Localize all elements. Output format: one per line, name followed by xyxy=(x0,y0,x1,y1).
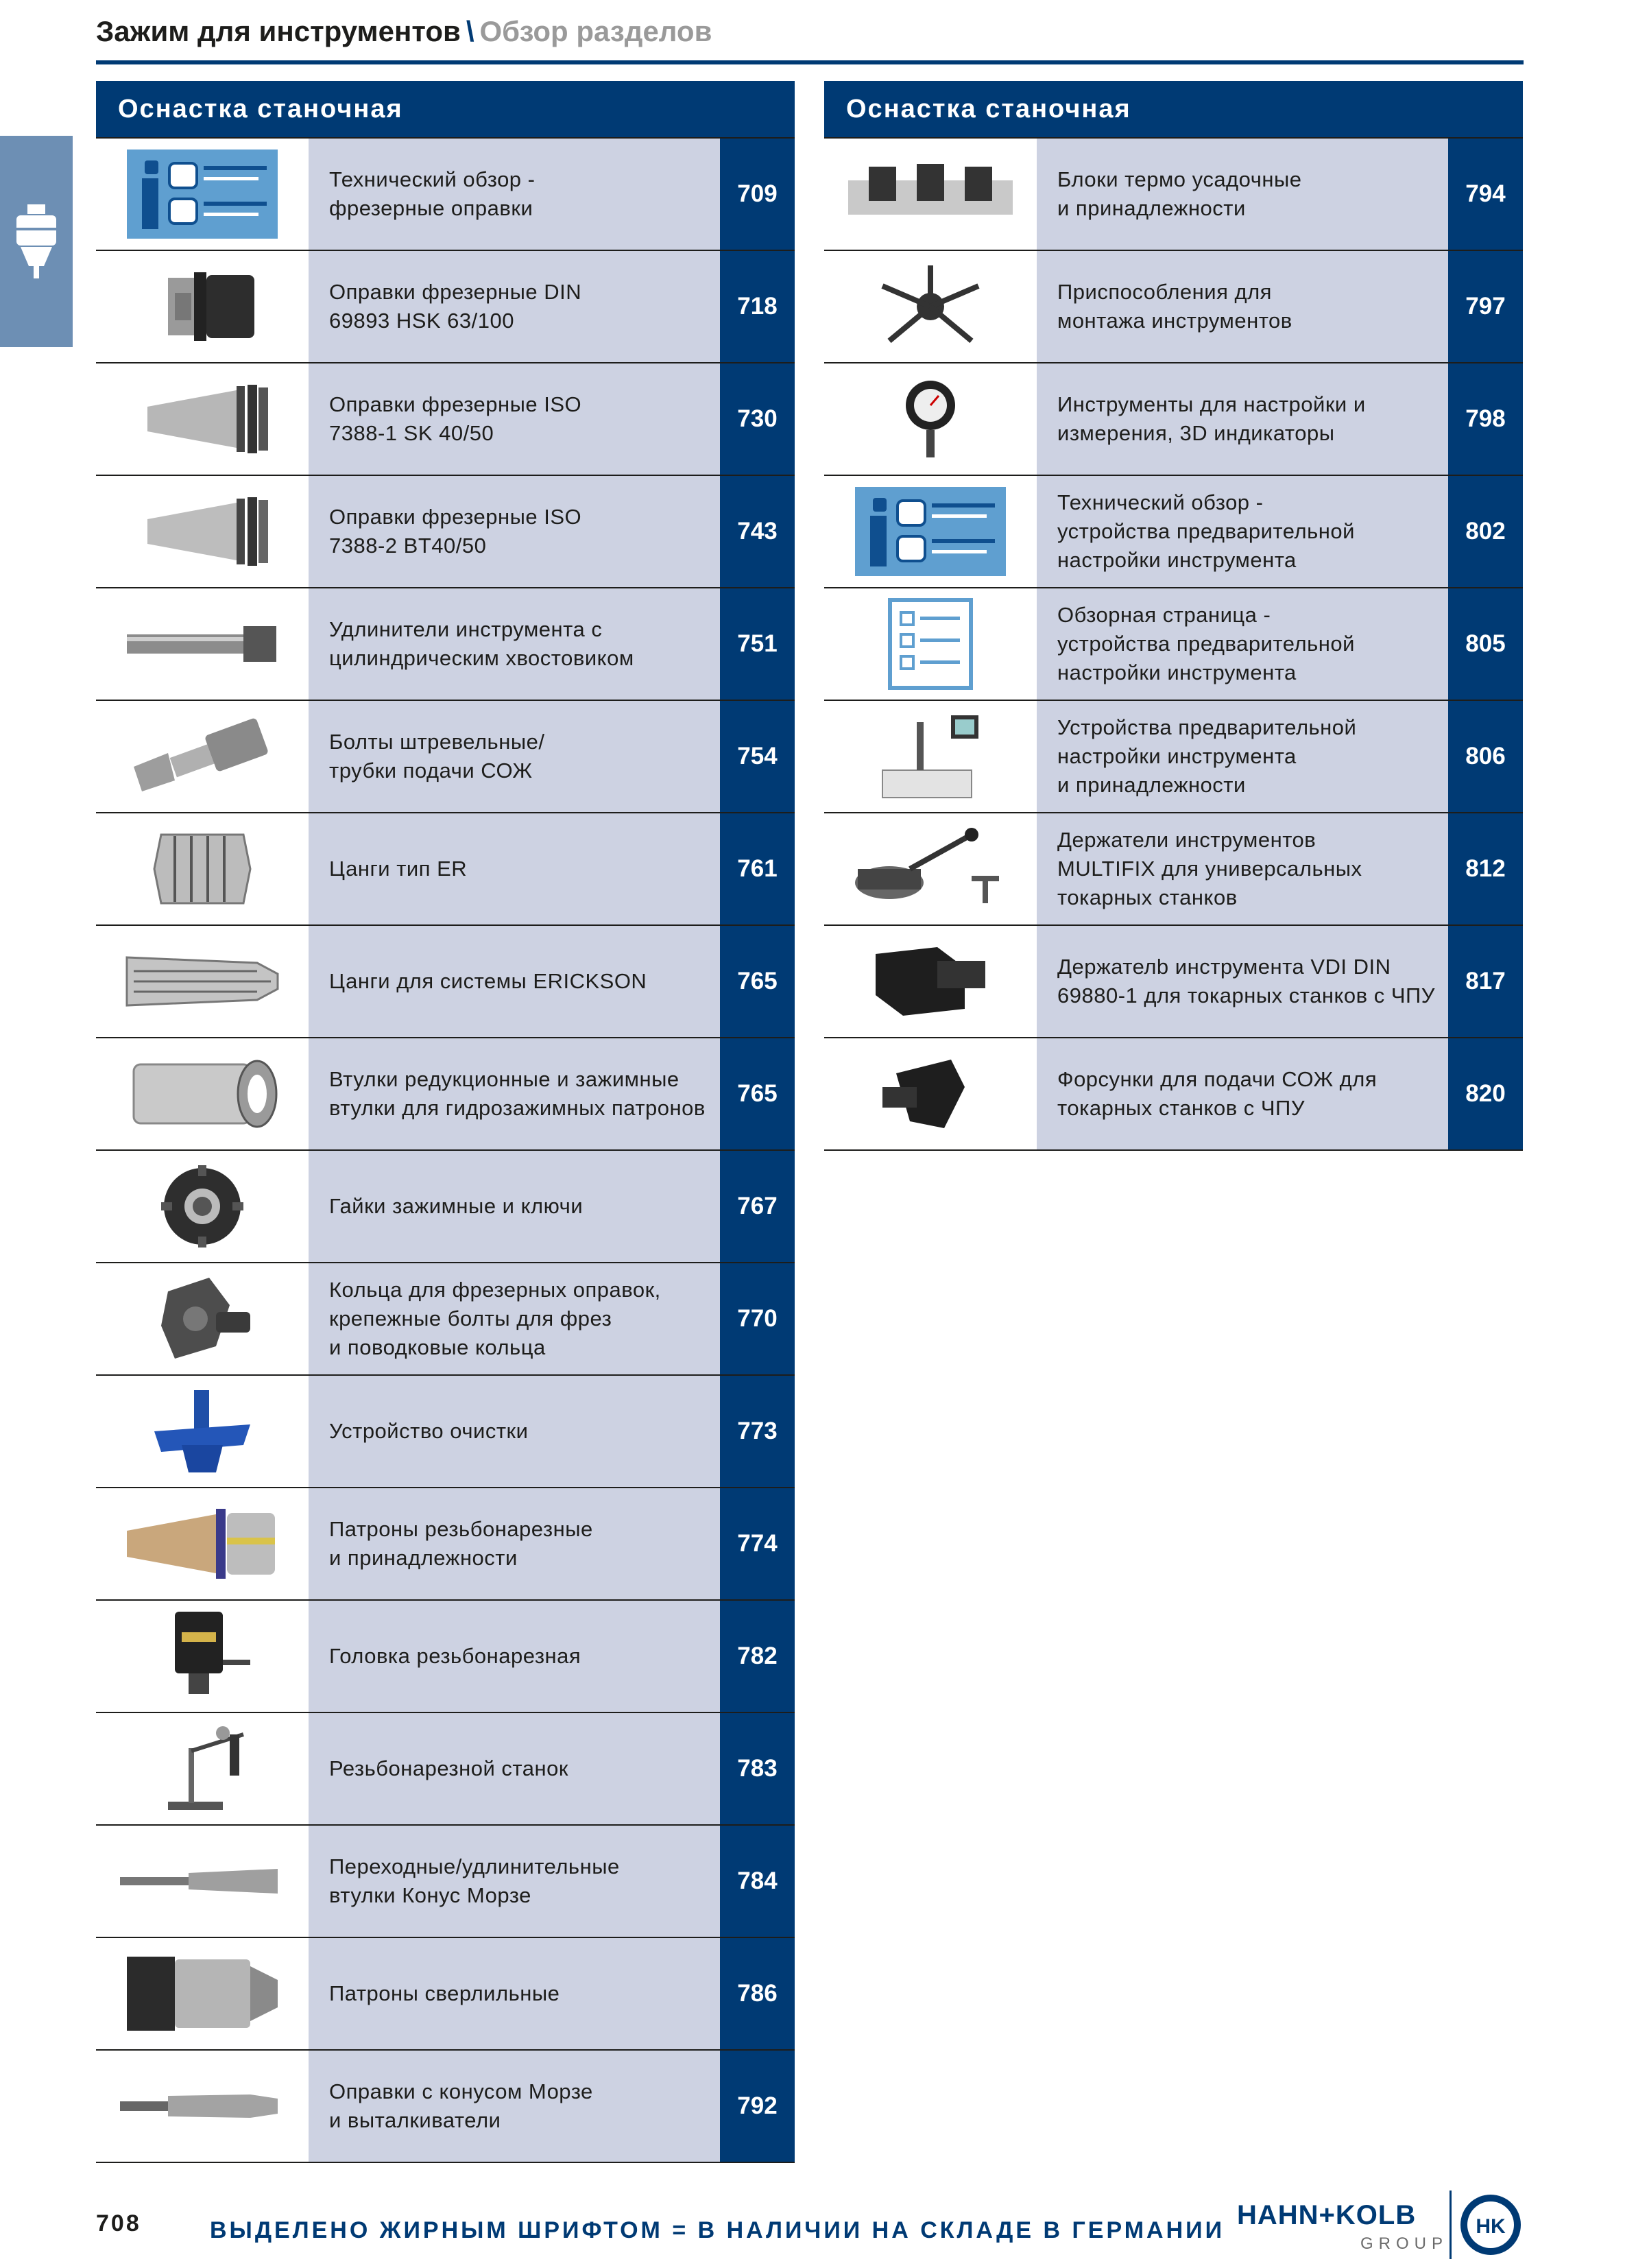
item-page: 773 xyxy=(720,1376,795,1487)
tapping-head-icon xyxy=(96,1601,309,1712)
item-label: Переходные/удлинительные втулки Конус Морзе xyxy=(309,1826,720,1937)
item-page: 754 xyxy=(720,701,795,812)
item-label: Держатели инструментов MULTIFIX для универсальных токарных станков xyxy=(1037,813,1448,924)
item-page: 751 xyxy=(720,588,795,700)
item-label: Оправки с конусом Морзе и выталкиватели xyxy=(309,2051,720,2162)
item-page: 792 xyxy=(720,2051,795,2162)
item-label: Блоки термо усадочные и принадлежности xyxy=(1037,139,1448,250)
page-number: 708 xyxy=(96,2210,141,2236)
list-item[interactable] xyxy=(96,1488,795,1601)
stock-note: ВЫДЕЛЕНО ЖИРНЫМ ШРИФТОМ = В НАЛИЧИИ НА СКЛАДЕ В ГЕРМАНИИ xyxy=(210,2217,1225,2243)
info-sheet-icon xyxy=(96,139,309,250)
list-item[interactable] xyxy=(96,363,795,476)
assembly-fixture-icon xyxy=(824,251,1037,362)
company-logo xyxy=(1237,2191,1525,2259)
item-label: Устройство очистки xyxy=(309,1376,720,1487)
drill-chuck-tab-icon xyxy=(12,204,60,280)
list-item[interactable] xyxy=(96,1938,795,2051)
item-page: 820 xyxy=(1448,1038,1523,1149)
list-item[interactable] xyxy=(824,701,1523,813)
er-collet-icon xyxy=(96,813,309,924)
bt-holder-icon xyxy=(96,476,309,587)
presetter-icon xyxy=(824,701,1037,812)
indicator-icon xyxy=(824,363,1037,475)
list-item[interactable] xyxy=(824,476,1523,588)
left-column-heading: Оснастка станочная xyxy=(96,81,795,139)
tapping-chuck-icon xyxy=(96,1488,309,1599)
item-page: 794 xyxy=(1448,139,1523,250)
morse-arbor-icon xyxy=(96,2051,309,2162)
info-sheet-icon xyxy=(824,476,1037,587)
list-item[interactable] xyxy=(824,588,1523,701)
item-label: Устройства предварительной настройки инструмента и принадлежности xyxy=(1037,701,1448,812)
erickson-collet-icon xyxy=(96,926,309,1037)
morse-sleeve-icon xyxy=(96,1826,309,1937)
list-item[interactable] xyxy=(96,1376,795,1488)
list-item[interactable] xyxy=(96,2051,795,2163)
item-page: 786 xyxy=(720,1938,795,2049)
list-item[interactable] xyxy=(824,926,1523,1038)
item-page: 802 xyxy=(1448,476,1523,587)
list-item[interactable] xyxy=(824,363,1523,476)
list-item[interactable] xyxy=(96,588,795,701)
item-page: 798 xyxy=(1448,363,1523,475)
item-page: 765 xyxy=(720,1038,795,1149)
coolant-nozzle-icon xyxy=(824,1038,1037,1149)
item-label: Технический обзор - фрезерные оправки xyxy=(309,139,720,250)
item-label: Форсунки для подачи СОЖ для токарных станков с ЧПУ xyxy=(1037,1038,1448,1149)
list-item[interactable] xyxy=(96,1713,795,1826)
item-label: Болты штревельные/ трубки подачи СОЖ xyxy=(309,701,720,812)
pull-stud-icon xyxy=(96,701,309,812)
item-label: Головка резьбонарезная xyxy=(309,1601,720,1712)
item-label: Втулки редукционные и зажимные втулки для гидрозажимных патронов xyxy=(309,1038,720,1149)
item-label: Держателb инструмента VDI DIN 69880-1 для токарных станков с ЧПУ xyxy=(1037,926,1448,1037)
right-item-list xyxy=(824,139,1523,1151)
sleeve-icon xyxy=(96,1038,309,1149)
item-page: 805 xyxy=(1448,588,1523,700)
item-label: Кольца для фрезерных оправок, крепежные болты для фрез и поводковые кольца xyxy=(309,1263,720,1374)
multifix-icon xyxy=(824,813,1037,924)
right-column xyxy=(824,81,1523,1151)
hk-emblem-icon xyxy=(1458,2192,1524,2258)
item-label: Удлинители инструмента с цилиндрическим хвостовиком xyxy=(309,588,720,700)
header-rule xyxy=(96,60,1524,64)
hsk-holder-icon xyxy=(96,251,309,362)
header-main-title: Зажим для инструментов xyxy=(96,15,461,47)
item-label: Резьбонарезной станок xyxy=(309,1713,720,1824)
nut-icon xyxy=(96,1151,309,1262)
overview-sheet-icon xyxy=(824,588,1037,700)
list-item[interactable] xyxy=(96,701,795,813)
item-label: Приспособления для монтажа инструментов xyxy=(1037,251,1448,362)
item-label: Цанги тип ER xyxy=(309,813,720,924)
list-item[interactable] xyxy=(96,1263,795,1376)
list-item[interactable] xyxy=(96,251,795,363)
item-page: 812 xyxy=(1448,813,1523,924)
vdi-holder-icon xyxy=(824,926,1037,1037)
right-column-heading: Оснастка станочная xyxy=(824,81,1523,139)
sk-holder-icon xyxy=(96,363,309,475)
header-separator: \ xyxy=(466,15,474,47)
list-item[interactable] xyxy=(824,251,1523,363)
list-item[interactable] xyxy=(96,476,795,588)
item-page: 797 xyxy=(1448,251,1523,362)
item-page: 770 xyxy=(720,1263,795,1374)
extension-icon xyxy=(96,588,309,700)
left-column xyxy=(96,81,795,2163)
item-page: 767 xyxy=(720,1151,795,1262)
list-item[interactable] xyxy=(96,1151,795,1263)
logo-divider xyxy=(1449,2191,1452,2259)
list-item[interactable] xyxy=(824,813,1523,926)
list-item[interactable] xyxy=(96,1601,795,1713)
list-item[interactable] xyxy=(96,1038,795,1151)
logo-group: GROUP xyxy=(1360,2234,1449,2253)
item-label: Цанги для системы ERICKSON xyxy=(309,926,720,1037)
logo-name: HAHN+KOLB xyxy=(1237,2200,1417,2230)
item-page: 774 xyxy=(720,1488,795,1599)
item-page: 817 xyxy=(1448,926,1523,1037)
list-item[interactable] xyxy=(824,1038,1523,1151)
item-page: 784 xyxy=(720,1826,795,1937)
item-page: 730 xyxy=(720,363,795,475)
item-page: 709 xyxy=(720,139,795,250)
item-label: Технический обзор - устройства предварительной настройки инструмента xyxy=(1037,476,1448,587)
list-item[interactable] xyxy=(824,139,1523,251)
list-item[interactable] xyxy=(96,813,795,926)
logo-mark-text: HK xyxy=(1476,2215,1506,2238)
item-page: 765 xyxy=(720,926,795,1037)
header-subtitle: Обзор разделов xyxy=(479,15,712,47)
list-item[interactable] xyxy=(96,1826,795,1938)
list-item[interactable] xyxy=(96,139,795,251)
ring-bolt-icon xyxy=(96,1263,309,1374)
shrink-unit-icon xyxy=(824,139,1037,250)
item-page: 783 xyxy=(720,1713,795,1824)
left-item-list xyxy=(96,139,795,2163)
item-label: Патроны резьбонарезные и принадлежности xyxy=(309,1488,720,1599)
chapter-side-tab[interactable] xyxy=(0,136,73,347)
item-label: Обзорная страница - устройства предварительной настройки инструмента xyxy=(1037,588,1448,700)
item-page: 743 xyxy=(720,476,795,587)
item-page: 761 xyxy=(720,813,795,924)
item-label: Гайки зажимные и ключи xyxy=(309,1151,720,1262)
item-page: 718 xyxy=(720,251,795,362)
item-label: Патроны сверлильные xyxy=(309,1938,720,2049)
item-label: Оправки фрезерные ISO 7388-1 SK 40/50 xyxy=(309,363,720,475)
tapping-machine-icon xyxy=(96,1713,309,1824)
header-title xyxy=(96,15,712,48)
item-label: Оправки фрезерные ISO 7388-2 BT40/50 xyxy=(309,476,720,587)
item-label: Инструменты для настройки и измерения, 3D индикаторы xyxy=(1037,363,1448,475)
cleaner-icon xyxy=(96,1376,309,1487)
item-page: 806 xyxy=(1448,701,1523,812)
item-page: 782 xyxy=(720,1601,795,1712)
list-item[interactable] xyxy=(96,926,795,1038)
drill-chuck-icon xyxy=(96,1938,309,2049)
item-label: Оправки фрезерные DIN 69893 HSK 63/100 xyxy=(309,251,720,362)
